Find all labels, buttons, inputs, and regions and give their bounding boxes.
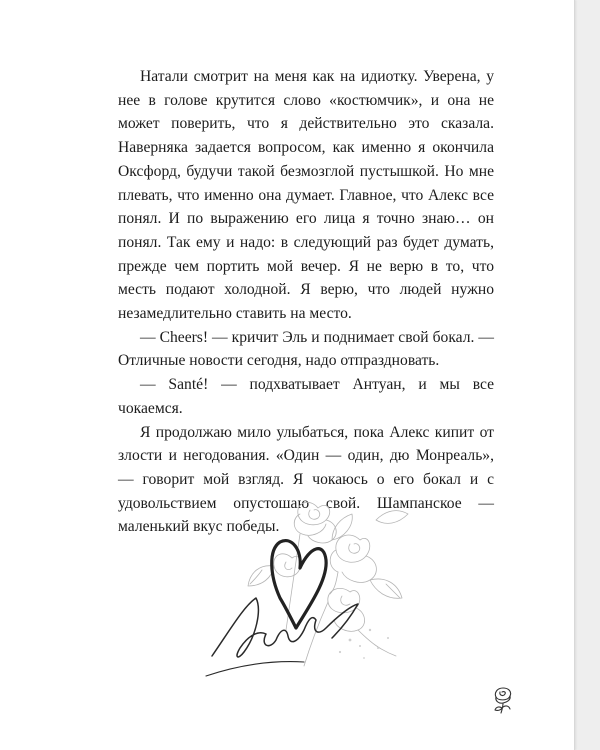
paragraph: — Cheers! — кричит Эль и поднимает свой бокал. — Отличные новости сегодня, надо отпраздновать. (118, 328, 494, 370)
paragraph: Натали смотрит на меня как на идиотку. Уверена, у нее в голове крутится слово «костюмчик», и она не может поверить, что я действительно это сказала. Наверняка задается вопросом, как именно я окончила Оксфорд, будучи такой безмозглой пустышкой. Но мне плевать, что именно она думает. Главное, что Алекс все понял. И по выражению его лица я точно знаю… он понял. Так ему и надо: в следующий раз будет думать, прежде чем портить мой вечер. Я не верю в то, что месть подают холодной. Я верю, что людей нужно незамедлительно ставить на место. (118, 68, 494, 323)
body-text (118, 65, 494, 539)
rose-icon (491, 685, 515, 715)
roses-heart-signature-icon (200, 480, 450, 710)
paragraph: — Santé! — подхватывает Антуан, и мы все чокаемся. (118, 376, 494, 417)
paragraph: Я продолжаю мило улыбаться, пока Алекс кипит от злости и негодования. «Один — один, дю Монреаль», — говорит мой взгляд. Я чокаюсь о его бокал и с удовольствием опустошаю свой. Шампанское — маленький вкус победы. (118, 423, 494, 536)
